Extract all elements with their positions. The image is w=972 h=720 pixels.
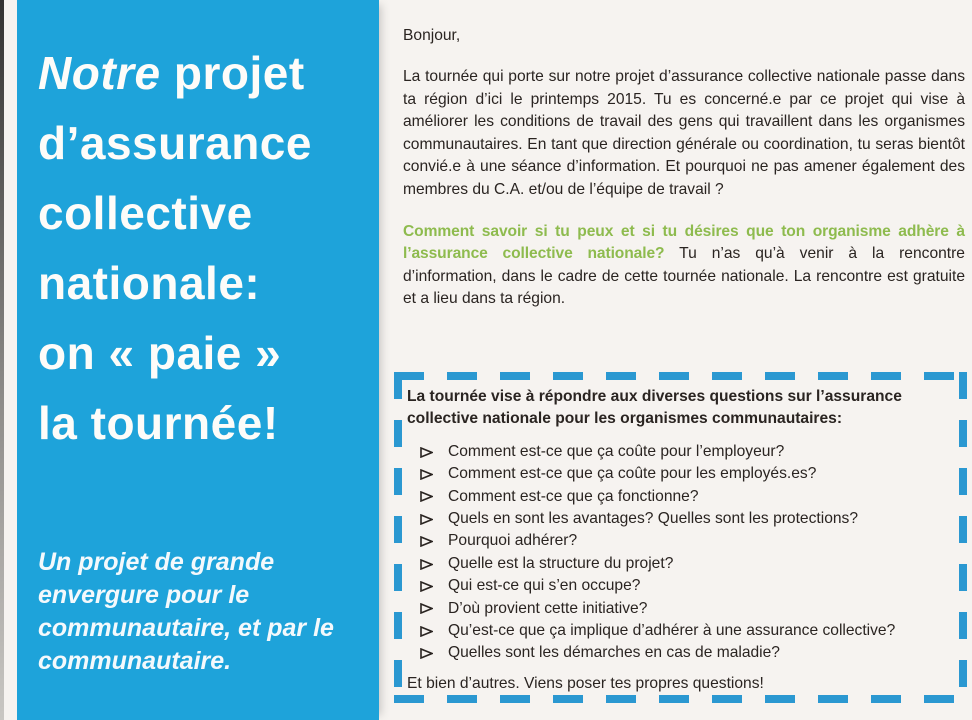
highlight-followup: Tu n’as qu’à venir à la rencontre d’information, dans le cadre de cette tournée nationale. La rencontre est gratuite et a lieu dans ta région.	[403, 245, 965, 308]
arrow-bullet-icon	[420, 581, 433, 592]
title-line-4: nationale:	[38, 257, 261, 309]
highlight-paragraph	[403, 221, 965, 311]
title-line-6: la tournée!	[38, 397, 279, 449]
question-item	[407, 620, 949, 642]
greeting-text: Bonjour,	[403, 27, 461, 44]
title-line-1	[38, 38, 368, 108]
arrow-bullet-icon	[420, 447, 433, 458]
page-scan-edge	[0, 0, 4, 720]
question-text: Comment est-ce que ça fonctionne?	[448, 487, 699, 505]
intro-paragraph: La tournée qui porte sur notre projet d’assurance collective nationale passe dans ta région d’ici le printemps 2015. Tu es concerné.e par ce projet qui vise à améliorer les conditions de travail des gens qui travaillent dans les organismes communautaires. En tant que direction générale ou coordination, tu seras bientôt convié.e à une séance d’information. Et pourquoi ne pas amener également des membres du C.A. et/ou de l’équipe de travail ?	[403, 68, 965, 198]
question-item	[407, 553, 949, 575]
questions-list	[407, 441, 949, 665]
arrow-bullet-icon	[420, 514, 433, 525]
title-word-italic: Notre	[38, 47, 161, 99]
sidebar-panel	[17, 0, 379, 720]
highlight-question: Comment savoir si tu peux et si tu désires que ton organisme adhère à l’assurance collective nationale?	[403, 222, 965, 263]
questions-box-heading: La tournée vise à répondre aux diverses questions sur l’assurance collective nationale pour les organismes communautaires:	[407, 388, 902, 428]
arrow-bullet-icon	[420, 603, 433, 614]
arrow-bullet-icon	[420, 491, 433, 502]
dashed-border-left	[394, 372, 402, 703]
question-item	[407, 642, 949, 664]
title-line-2: d’assurance	[38, 117, 312, 169]
question-text: Comment est-ce que ça coûte pour les employés.es?	[448, 465, 817, 483]
question-text: Pourquoi adhérer?	[448, 532, 578, 550]
question-text: Quels en sont les avantages? Quelles sont les protections?	[448, 510, 859, 528]
question-text: Qu’est-ce que ça implique d’adhérer à une assurance collective?	[448, 622, 896, 640]
question-item	[407, 530, 949, 552]
question-text: Qui est-ce qui s’en occupe?	[448, 577, 641, 595]
arrow-bullet-icon	[420, 626, 433, 637]
title-line-5: on « paie »	[38, 327, 282, 379]
page-title	[38, 38, 368, 458]
arrow-bullet-icon	[420, 469, 433, 480]
dashed-border-top	[394, 372, 967, 380]
question-item	[407, 463, 949, 485]
question-item	[407, 575, 949, 597]
dashed-border-right	[959, 372, 967, 703]
question-item	[407, 486, 949, 508]
question-text: D’où provient cette initiative?	[448, 599, 648, 617]
title-word-rest: projet	[160, 47, 305, 99]
questions-box-footer: Et bien d’autres. Viens poser tes propres questions!	[407, 674, 764, 692]
question-text: Quelle est la structure du projet?	[448, 554, 674, 572]
arrow-bullet-icon	[420, 648, 433, 659]
questions-box	[394, 372, 967, 703]
sidebar-tagline: Un projet de grande envergure pour le communautaire, et par le communautaire.	[38, 548, 334, 675]
arrow-bullet-icon	[420, 559, 433, 570]
title-line-3: collective	[38, 187, 253, 239]
question-item	[407, 598, 949, 620]
arrow-bullet-icon	[420, 536, 433, 547]
question-text: Comment est-ce que ça coûte pour l’employeur?	[448, 442, 785, 460]
question-item	[407, 508, 949, 530]
dashed-border-bottom	[394, 695, 967, 703]
question-text: Quelles sont les démarches en cas de maladie?	[448, 644, 780, 662]
question-item	[407, 441, 949, 463]
letter-body	[403, 24, 965, 311]
